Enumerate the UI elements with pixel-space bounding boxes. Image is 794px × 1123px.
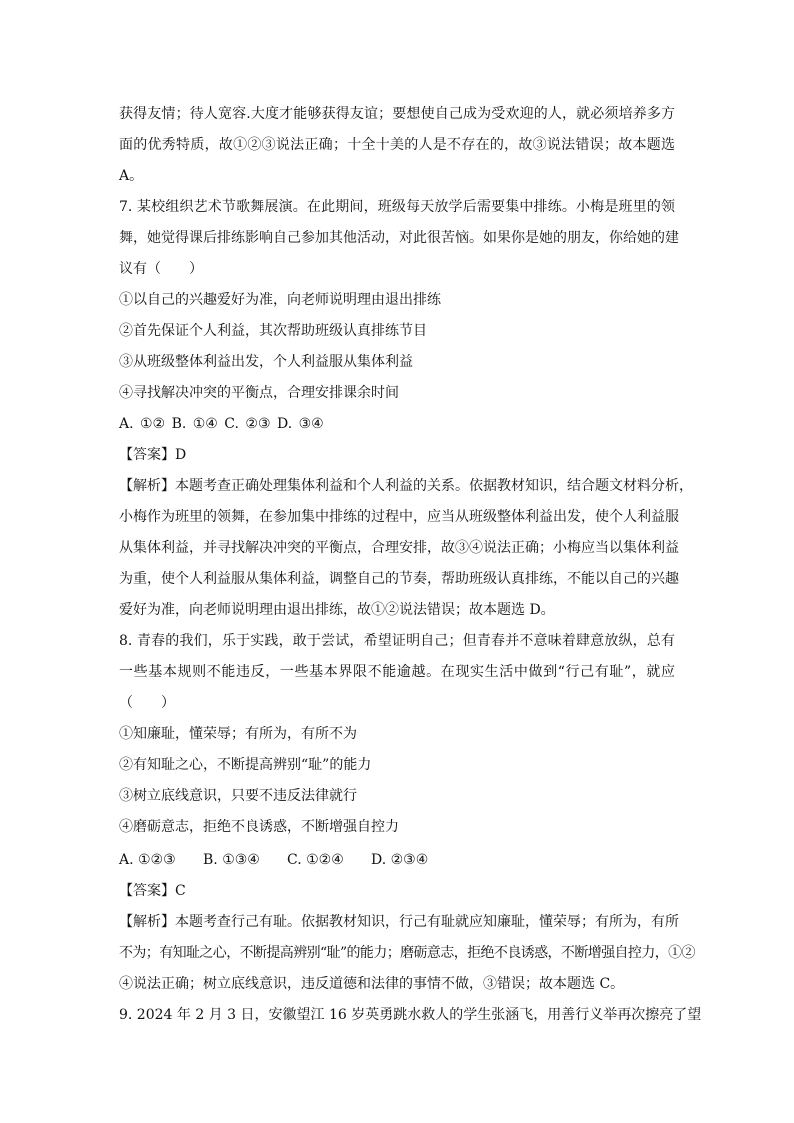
q8-statement: ①知廉耻，懂荣辱；有所为，有所不为 <box>119 726 357 742</box>
q8-option-c: C. ①②④ <box>287 852 344 868</box>
q7-options: A. ①② B. ①④ C. ②③ D. ③④ <box>119 416 324 432</box>
q6-analysis-line: 面的优秀特质，故①②③说法正确；十全十美的人是不存在的，故③说法错误；故本题选 <box>119 137 675 153</box>
q7-stem-line: 舞，她觉得课后排练影响自己参加其他活动，对此很苦恼。如果你是她的朋友，你给她的建 <box>119 230 679 246</box>
q7-answer: 【答案】D <box>119 447 187 463</box>
q8-answer: 【答案】C <box>119 883 186 899</box>
q7-analysis-line: 【解析】本题考查正确处理集体利益和个人利益的关系。依据教材知识，结合题文材料分析， <box>119 478 693 494</box>
q7-statement: ④寻找解决冲突的平衡点，合理安排课余时间 <box>119 385 399 401</box>
q6-analysis-line: A。 <box>119 168 144 184</box>
q6-analysis-line: 获得友情；待人宽容.大度才能够获得友谊；要想使自己成为受欢迎的人，就必须培养多方 <box>119 106 675 122</box>
q8-options <box>119 850 428 870</box>
q7-statement: ②首先保证个人利益，其次帮助班级认真排练节目 <box>119 323 427 339</box>
q7-analysis-line: 为重，使个人利益服从集体利益，调整自己的节奏，帮助班级认真排练，不能以自己的兴趣 <box>119 571 679 587</box>
q7-stem-line: 7. 某校组织艺术节歌舞展演。在此期间，班级每天放学后需要集中排练。小梅是班里的领 <box>119 199 675 215</box>
q8-option-d: D. ②③④ <box>371 852 429 868</box>
q9-stem-line: 9. 2024 年 2 月 3 日，安徽望江 16 岁英勇跳水救人的学生张涵飞，用善行义举再次擦亮了望 <box>119 1007 702 1023</box>
q8-stem-line: （ ） <box>119 695 175 711</box>
q8-statement: ②有知耻之心，不断提高辨别“耻”的能力 <box>119 757 372 773</box>
q8-stem-line: 8. 青春的我们，乐于实践，敢于尝试，希望证明自己；但青春并不意味着肆意放纵，总有 <box>119 633 675 649</box>
q7-analysis-line: 小梅作为班里的领舞，在参加集中排练的过程中，应当从班级整体利益出发，使个人利益服 <box>119 509 679 525</box>
q8-analysis-line: 不为；有知耻之心，不断提高辨别“耻”的能力；磨砺意志，拒绝不良诱惑，不断增强自控力，①② <box>119 945 695 961</box>
q8-stem-line: 一些基本规则不能违反，一些基本界限不能逾越。在现实生活中做到“行己有耻”，就应 <box>119 664 675 680</box>
q8-statement: ④磨砺意志，拒绝不良诱惑，不断增强自控力 <box>119 819 399 835</box>
q7-analysis-line: 爱好为准，向老师说明理由退出排练，故①②说法错误；故本题选 D。 <box>119 602 555 618</box>
q7-analysis-line: 从集体利益，并寻找解决冲突的平衡点，合理安排，故③④说法正确；小梅应当以集体利益 <box>119 540 679 556</box>
q7-statement: ①以自己的兴趣爱好为准，向老师说明理由退出排练 <box>119 292 441 308</box>
q7-stem-line: 议有（ ） <box>119 261 203 277</box>
q8-analysis-line: ④说法正确；树立底线意识，违反道德和法律的事情不做，③错误；故本题选 C。 <box>119 976 625 992</box>
q8-option-b: B. ①③④ <box>203 852 260 868</box>
q8-analysis-line: 【解析】本题考查行己有耻。依据教材知识，行己有耻就应知廉耻，懂荣辱；有所为，有所 <box>119 914 679 930</box>
q7-statement: ③从班级整体利益出发，个人利益服从集体利益 <box>119 354 413 370</box>
q8-option-a: A. ①②③ <box>119 852 176 868</box>
q8-statement: ③树立底线意识，只要不违反法律就行 <box>119 788 357 804</box>
